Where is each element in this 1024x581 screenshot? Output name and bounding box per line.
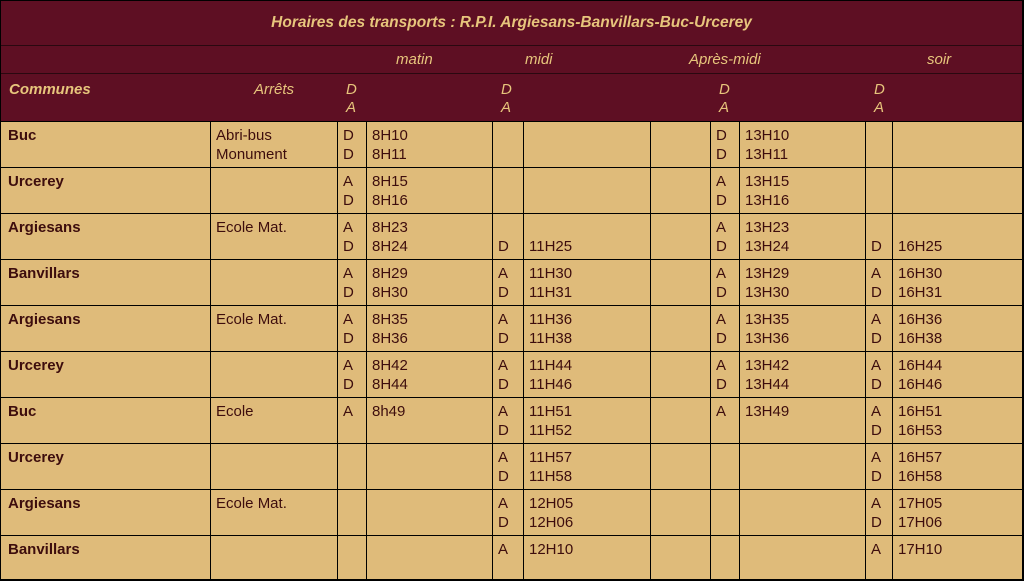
table-row <box>1 490 1022 536</box>
commune-cell: Argiesans <box>1 490 211 536</box>
soir-time-cell: 16H30 16H31 <box>893 260 1022 306</box>
matin-time-cell: 8H10 8H11 <box>367 122 493 168</box>
period-soir: soir <box>866 46 1022 74</box>
matin-da-cell <box>338 536 367 580</box>
spacer-cell <box>651 306 711 352</box>
da-header-matin: D A <box>338 74 367 122</box>
spacer-cell <box>651 260 711 306</box>
arret-cell <box>211 536 338 580</box>
soir-time-cell <box>893 168 1022 214</box>
commune-cell: Argiesans <box>1 306 211 352</box>
period-apres-midi: Après-midi <box>651 46 866 74</box>
timetable <box>1 1 1022 580</box>
apres-midi-time-cell <box>740 444 866 490</box>
matin-da-cell: A <box>338 398 367 444</box>
soir-da-cell: A D <box>866 260 893 306</box>
matin-time-cell <box>367 490 493 536</box>
table-row <box>1 168 1022 214</box>
soir-da-cell: A D <box>866 352 893 398</box>
apres-midi-da-cell <box>711 536 740 580</box>
commune-cell: Banvillars <box>1 536 211 580</box>
matin-time-cell: 8H15 8H16 <box>367 168 493 214</box>
midi-da-cell: A D <box>493 260 524 306</box>
midi-da-cell: A D <box>493 490 524 536</box>
apres-midi-da-cell <box>711 490 740 536</box>
spacer-cell <box>651 214 711 260</box>
apres-midi-time-cell: 13H29 13H30 <box>740 260 866 306</box>
apres-midi-time-cell: 13H42 13H44 <box>740 352 866 398</box>
communes-header: Communes <box>1 74 211 122</box>
commune-cell: Urcerey <box>1 352 211 398</box>
matin-da-cell: A D <box>338 352 367 398</box>
apres-midi-time-cell: 13H10 13H11 <box>740 122 866 168</box>
commune-cell: Buc <box>1 122 211 168</box>
soir-time-cell: 17H10 <box>893 536 1022 580</box>
matin-time-cell: 8H29 8H30 <box>367 260 493 306</box>
apres-midi-time-cell: 13H35 13H36 <box>740 306 866 352</box>
soir-da-cell: A D <box>866 444 893 490</box>
commune-cell: Urcerey <box>1 168 211 214</box>
matin-da-cell <box>338 490 367 536</box>
soir-da-cell <box>866 168 893 214</box>
apres-midi-da-cell: A D <box>711 168 740 214</box>
midi-da-cell: A D <box>493 352 524 398</box>
arret-cell: Ecole Mat. <box>211 214 338 260</box>
table-title: Horaires des transports : R.P.I. Argiesans-Banvillars-Buc-Urcerey <box>1 1 1022 46</box>
table-row <box>1 306 1022 352</box>
arret-cell <box>211 260 338 306</box>
spacer-cell <box>651 398 711 444</box>
spacer-cell <box>651 168 711 214</box>
matin-da-cell: A D <box>338 306 367 352</box>
table-row <box>1 444 1022 490</box>
apres-midi-da-cell <box>711 444 740 490</box>
arrets-header: Arrêts <box>211 74 338 122</box>
apres-midi-da-cell: A D <box>711 214 740 260</box>
midi-da-cell: A D <box>493 306 524 352</box>
apres-midi-time-cell: 13H49 <box>740 398 866 444</box>
table-row <box>1 260 1022 306</box>
soir-time-cell: 17H05 17H06 <box>893 490 1022 536</box>
midi-da-cell <box>493 168 524 214</box>
matin-time-cell: 8H35 8H36 <box>367 306 493 352</box>
soir-da-cell: A D <box>866 490 893 536</box>
apres-midi-time-cell: 13H15 13H16 <box>740 168 866 214</box>
spacer-cell <box>651 444 711 490</box>
arret-cell: Ecole Mat. <box>211 490 338 536</box>
soir-da-cell: D <box>866 214 893 260</box>
matin-da-cell: D D <box>338 122 367 168</box>
apres-midi-da-cell: A D <box>711 260 740 306</box>
soir-time-cell: 16H51 16H53 <box>893 398 1022 444</box>
da-header-midi: D A <box>493 74 524 122</box>
matin-time-cell: 8H23 8H24 <box>367 214 493 260</box>
da-header-apres-midi: D A <box>711 74 740 122</box>
midi-time-cell: 11H36 11H38 <box>524 306 651 352</box>
arret-cell: Ecole <box>211 398 338 444</box>
apres-midi-da-cell: A D <box>711 306 740 352</box>
matin-da-cell: A D <box>338 260 367 306</box>
apres-midi-time-cell <box>740 490 866 536</box>
period-matin: matin <box>367 46 493 74</box>
da-header-soir: D A <box>866 74 893 122</box>
soir-time-cell <box>893 122 1022 168</box>
table-row <box>1 536 1022 580</box>
apres-midi-da-cell: D D <box>711 122 740 168</box>
timetable-body <box>1 122 1022 580</box>
midi-da-cell: D <box>493 214 524 260</box>
commune-cell: Banvillars <box>1 260 211 306</box>
midi-time-cell: 11H51 11H52 <box>524 398 651 444</box>
matin-da-cell: A D <box>338 214 367 260</box>
soir-da-cell <box>866 122 893 168</box>
spacer-cell <box>651 490 711 536</box>
matin-time-cell: 8H42 8H44 <box>367 352 493 398</box>
midi-da-cell: A <box>493 536 524 580</box>
soir-da-cell: A <box>866 536 893 580</box>
matin-da-cell: A D <box>338 168 367 214</box>
arret-cell: Ecole Mat. <box>211 306 338 352</box>
apres-midi-time-cell: 13H23 13H24 <box>740 214 866 260</box>
table-row <box>1 352 1022 398</box>
spacer-cell <box>651 122 711 168</box>
midi-time-cell <box>524 168 651 214</box>
period-midi: midi <box>493 46 651 74</box>
midi-da-cell: A D <box>493 444 524 490</box>
midi-time-cell: 11H25 <box>524 214 651 260</box>
commune-cell: Argiesans <box>1 214 211 260</box>
matin-time-cell: 8h49 <box>367 398 493 444</box>
midi-da-cell: A D <box>493 398 524 444</box>
spacer-cell <box>651 352 711 398</box>
soir-time-cell: 16H25 <box>893 214 1022 260</box>
soir-da-cell: A D <box>866 398 893 444</box>
midi-time-cell: 12H10 <box>524 536 651 580</box>
spacer-cell <box>651 536 711 580</box>
soir-time-cell: 16H57 16H58 <box>893 444 1022 490</box>
midi-da-cell <box>493 122 524 168</box>
midi-time-cell: 11H57 11H58 <box>524 444 651 490</box>
matin-da-cell <box>338 444 367 490</box>
matin-time-cell <box>367 444 493 490</box>
commune-cell: Urcerey <box>1 444 211 490</box>
table-row <box>1 214 1022 260</box>
apres-midi-da-cell: A <box>711 398 740 444</box>
table-row <box>1 398 1022 444</box>
arret-cell <box>211 168 338 214</box>
midi-time-cell: 12H05 12H06 <box>524 490 651 536</box>
soir-time-cell: 16H44 16H46 <box>893 352 1022 398</box>
apres-midi-time-cell <box>740 536 866 580</box>
table-row <box>1 122 1022 168</box>
arret-cell <box>211 444 338 490</box>
commune-cell: Buc <box>1 398 211 444</box>
apres-midi-da-cell: A D <box>711 352 740 398</box>
arret-cell: Abri-bus Monument <box>211 122 338 168</box>
midi-time-cell: 11H30 11H31 <box>524 260 651 306</box>
arret-cell <box>211 352 338 398</box>
midi-time-cell <box>524 122 651 168</box>
soir-da-cell: A D <box>866 306 893 352</box>
matin-time-cell <box>367 536 493 580</box>
soir-time-cell: 16H36 16H38 <box>893 306 1022 352</box>
midi-time-cell: 11H44 11H46 <box>524 352 651 398</box>
